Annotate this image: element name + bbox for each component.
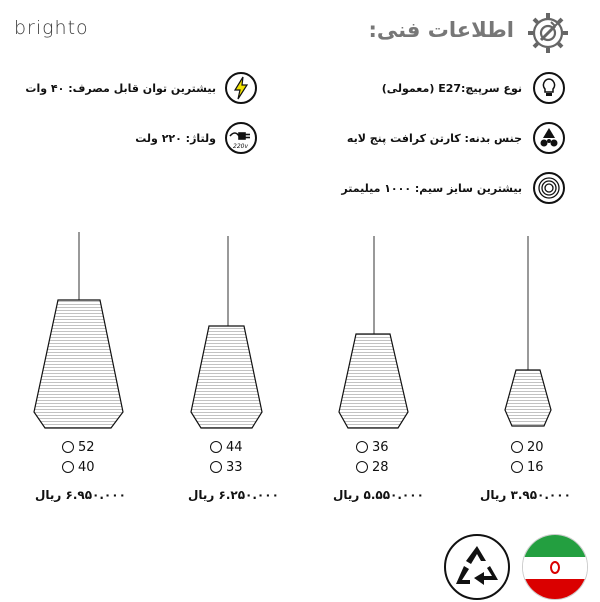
product-diameter: 28 bbox=[356, 460, 436, 475]
spec-power: بیشترین توان قابل مصرف: ۴۰ وات bbox=[25, 82, 216, 95]
page-title: اطلاعات فنی: bbox=[368, 18, 514, 42]
diameter-icon bbox=[356, 461, 368, 473]
product-2-price: ۶.۲۵۰.۰۰۰ ریال bbox=[188, 488, 279, 502]
height-icon bbox=[210, 441, 222, 453]
lamp-2 bbox=[191, 236, 262, 428]
spec-socket: نوع سرپیچ:E27 (معمولی) bbox=[381, 82, 522, 95]
product-height: 36 bbox=[356, 440, 436, 455]
product-height: 44 bbox=[210, 440, 290, 455]
spec-material: جنس بدنه: کارتن کرافت پنج لایه bbox=[346, 132, 522, 145]
spec-wire: بیشترین سایز سیم: ۱۰۰۰ میلیمتر bbox=[341, 182, 522, 195]
product-diameter: 33 bbox=[210, 460, 290, 475]
product-1-price: ۶.۹۵۰.۰۰۰ ریال bbox=[35, 488, 126, 502]
height-icon bbox=[356, 441, 368, 453]
diameter-icon bbox=[62, 461, 74, 473]
iran-flag-icon bbox=[522, 534, 588, 600]
product-4 bbox=[511, 440, 591, 475]
product-4-price: ۳.۹۵۰.۰۰۰ ریال bbox=[480, 488, 571, 502]
recycle-icon bbox=[444, 534, 510, 600]
product-3-price: ۵.۵۵۰.۰۰۰ ریال bbox=[333, 488, 424, 502]
product-3 bbox=[356, 440, 436, 475]
diameter-icon bbox=[210, 461, 222, 473]
lamp-1 bbox=[34, 232, 123, 428]
height-icon bbox=[62, 441, 74, 453]
product-1 bbox=[62, 440, 142, 475]
spec-voltage: ولتاژ: ۲۲۰ ولت bbox=[135, 132, 216, 145]
product-height: 52 bbox=[62, 440, 142, 455]
product-2 bbox=[210, 440, 290, 475]
product-diameter: 40 bbox=[62, 460, 142, 475]
product-height: 20 bbox=[511, 440, 591, 455]
height-icon bbox=[511, 441, 523, 453]
product-diameter: 16 bbox=[511, 460, 591, 475]
brand-logo: brighto bbox=[14, 17, 89, 39]
voltage-icon-label: 220v bbox=[233, 143, 249, 150]
lamp-3 bbox=[339, 236, 408, 428]
lamp-4 bbox=[505, 236, 551, 426]
diameter-icon bbox=[511, 461, 523, 473]
